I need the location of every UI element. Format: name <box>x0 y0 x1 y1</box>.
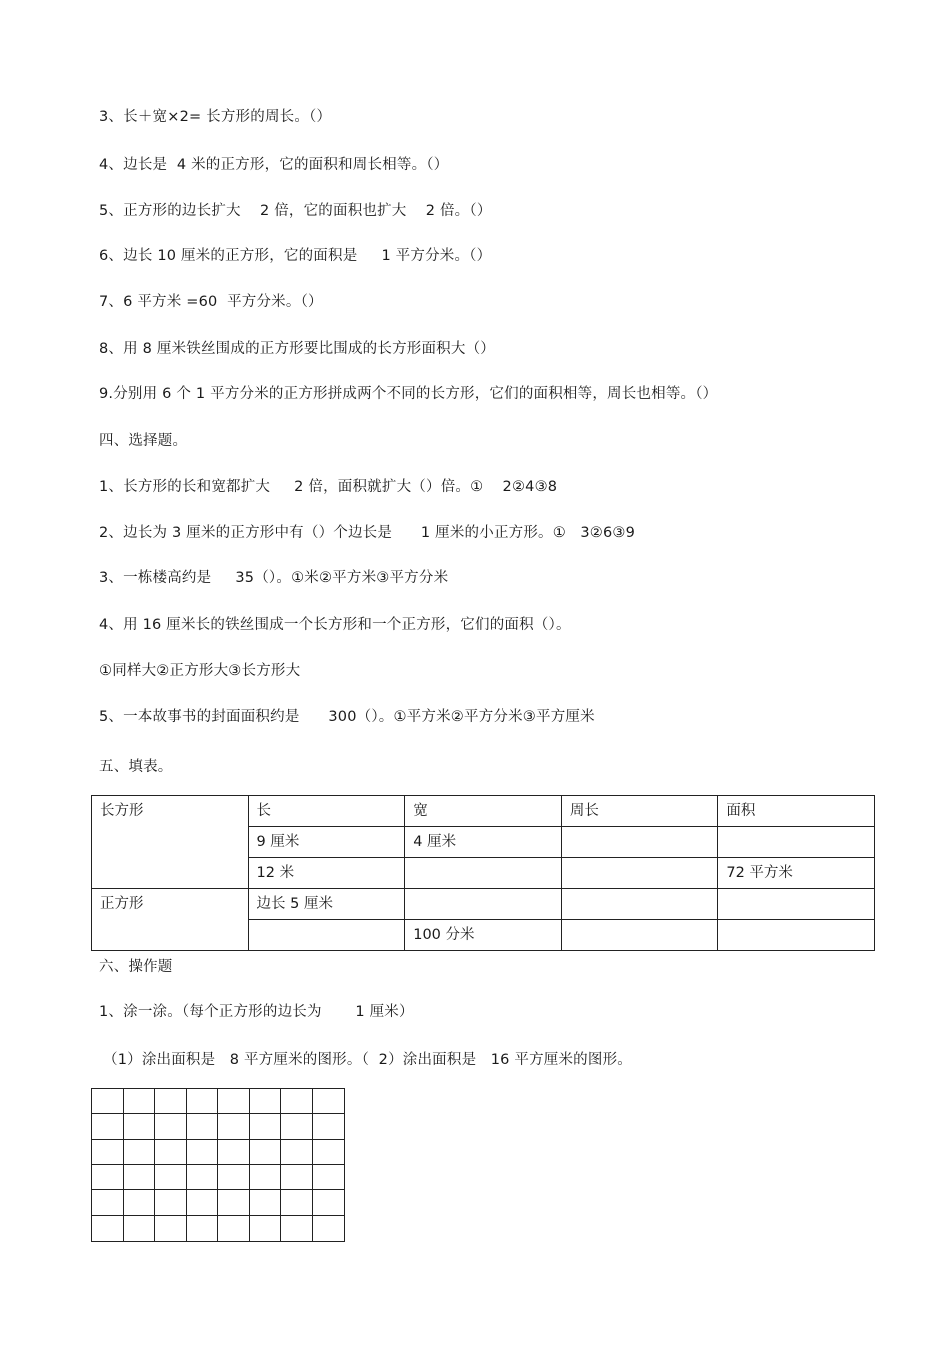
grid-cell[interactable] <box>124 1140 156 1165</box>
judgment-item: 9.分别用 6 个 1 平方分米的正方形拼成两个不同的长方形，它们的面积相等，周长也相等。（） <box>99 386 718 402</box>
grid-cell[interactable] <box>313 1089 345 1114</box>
table-cell[interactable]: 100 分米 <box>405 920 562 951</box>
table-cell[interactable]: 12 米 <box>248 858 405 889</box>
grid-cell[interactable] <box>187 1190 219 1215</box>
table-cell-square-label: 正方形 <box>92 889 249 951</box>
choice-item: 3、一栋楼高约是 35（）。①米②平方米③平方分米 <box>99 570 449 586</box>
grid-cell[interactable] <box>313 1216 345 1241</box>
grid-cell[interactable] <box>92 1089 124 1114</box>
grid-cell[interactable] <box>281 1190 313 1215</box>
grid-cell[interactable] <box>124 1216 156 1241</box>
choice-item: 1、长方形的长和宽都扩大 2 倍，面积就扩大（）倍。① 2②4③8 <box>99 479 558 495</box>
table-cell[interactable] <box>561 889 717 920</box>
table-cell[interactable] <box>718 920 875 951</box>
grid-cell[interactable] <box>124 1190 156 1215</box>
grid-cell[interactable] <box>218 1089 250 1114</box>
choice-item: 2、边长为 3 厘米的正方形中有（）个边长是 1 厘米的小正方形。① 3②6③9 <box>99 525 636 541</box>
grid-cell[interactable] <box>313 1140 345 1165</box>
table-header: 长 <box>248 796 405 827</box>
grid-cell[interactable] <box>250 1140 282 1165</box>
grid-cell[interactable] <box>218 1140 250 1165</box>
table-header: 面积 <box>718 796 875 827</box>
table-cell[interactable] <box>561 920 717 951</box>
grid-cell[interactable] <box>124 1114 156 1139</box>
grid-cell[interactable] <box>187 1089 219 1114</box>
judgment-item: 5、正方形的边长扩大 2 倍，它的面积也扩大 2 倍。（） <box>99 203 492 219</box>
section-title-operation: 六、操作题 <box>99 959 173 975</box>
grid-cell[interactable] <box>313 1114 345 1139</box>
fill-table <box>91 795 875 951</box>
grid-cell[interactable] <box>218 1114 250 1139</box>
judgment-item: 7、6 平方米 =60 平方分米。（） <box>99 294 323 310</box>
table-cell[interactable] <box>405 889 562 920</box>
table-cell[interactable] <box>718 889 875 920</box>
grid-cell[interactable] <box>155 1190 187 1215</box>
table-cell[interactable]: 72 平方米 <box>718 858 875 889</box>
grid-cell[interactable] <box>92 1140 124 1165</box>
grid-cell[interactable] <box>250 1190 282 1215</box>
grid-cell[interactable] <box>218 1216 250 1241</box>
table-row <box>92 796 875 827</box>
table-header: 宽 <box>405 796 562 827</box>
grid-cell[interactable] <box>250 1216 282 1241</box>
grid-cell[interactable] <box>92 1114 124 1139</box>
section-title-choice: 四、选择题。 <box>99 433 188 449</box>
grid-cell[interactable] <box>187 1216 219 1241</box>
table-cell[interactable] <box>561 827 717 858</box>
table-cell[interactable]: 4 厘米 <box>405 827 562 858</box>
table-cell[interactable] <box>718 827 875 858</box>
grid-cell[interactable] <box>92 1190 124 1215</box>
judgment-item: 4、边长是 4 米的正方形，它的面积和周长相等。（） <box>99 157 449 173</box>
grid-cell[interactable] <box>92 1165 124 1190</box>
grid-cell[interactable] <box>281 1165 313 1190</box>
grid-cell[interactable] <box>187 1114 219 1139</box>
table-cell[interactable]: 边长 5 厘米 <box>248 889 405 920</box>
grid-cell[interactable] <box>155 1140 187 1165</box>
judgment-item: 6、边长 10 厘米的正方形，它的面积是 1 平方分米。（） <box>99 248 492 264</box>
grid-cell[interactable] <box>313 1190 345 1215</box>
operation-item: 1、涂一涂。（每个正方形的边长为 1 厘米） <box>99 1004 414 1020</box>
grid-cell[interactable] <box>281 1114 313 1139</box>
choice-item: 5、一本故事书的封面面积约是 300（）。①平方米②平方分米③平方厘米 <box>99 709 595 725</box>
grid-cell[interactable] <box>155 1089 187 1114</box>
grid-cell[interactable] <box>92 1216 124 1241</box>
table-row <box>92 889 875 920</box>
grid-cell[interactable] <box>218 1190 250 1215</box>
grid-cell[interactable] <box>281 1089 313 1114</box>
table-header: 周长 <box>561 796 717 827</box>
grid-cell[interactable] <box>250 1089 282 1114</box>
judgment-item: 3、长＋宽×2= 长方形的周长。（） <box>99 109 332 125</box>
judgment-item: 8、用 8 厘米铁丝围成的正方形要比围成的长方形面积大（） <box>99 341 495 357</box>
grid-cell[interactable] <box>281 1140 313 1165</box>
choice-options: ①同样大②正方形大③长方形大 <box>99 663 301 679</box>
grid-cell[interactable] <box>281 1216 313 1241</box>
choice-item: 4、用 16 厘米长的铁丝围成一个长方形和一个正方形，它们的面积（）。 <box>99 617 571 633</box>
grid-cell[interactable] <box>187 1165 219 1190</box>
grid-cell[interactable] <box>250 1165 282 1190</box>
table-cell[interactable]: 9 厘米 <box>248 827 405 858</box>
grid-cell[interactable] <box>124 1089 156 1114</box>
section-title-table: 五、填表。 <box>99 759 173 775</box>
grid-cell[interactable] <box>313 1165 345 1190</box>
grid-cell[interactable] <box>187 1140 219 1165</box>
table-cell-rect-label: 长方形 <box>92 796 249 889</box>
table-cell[interactable] <box>561 858 717 889</box>
square-grid <box>91 1088 345 1242</box>
table-cell[interactable] <box>248 920 405 951</box>
grid-cell[interactable] <box>155 1114 187 1139</box>
grid-cell[interactable] <box>124 1165 156 1190</box>
table-cell[interactable] <box>405 858 562 889</box>
grid-cell[interactable] <box>155 1165 187 1190</box>
grid-cell[interactable] <box>250 1114 282 1139</box>
operation-subitem: （1）涂出面积是 8 平方厘米的图形。（ 2）涂出面积是 16 平方厘米的图形。 <box>103 1052 632 1068</box>
grid-cell[interactable] <box>155 1216 187 1241</box>
grid-cell[interactable] <box>218 1165 250 1190</box>
